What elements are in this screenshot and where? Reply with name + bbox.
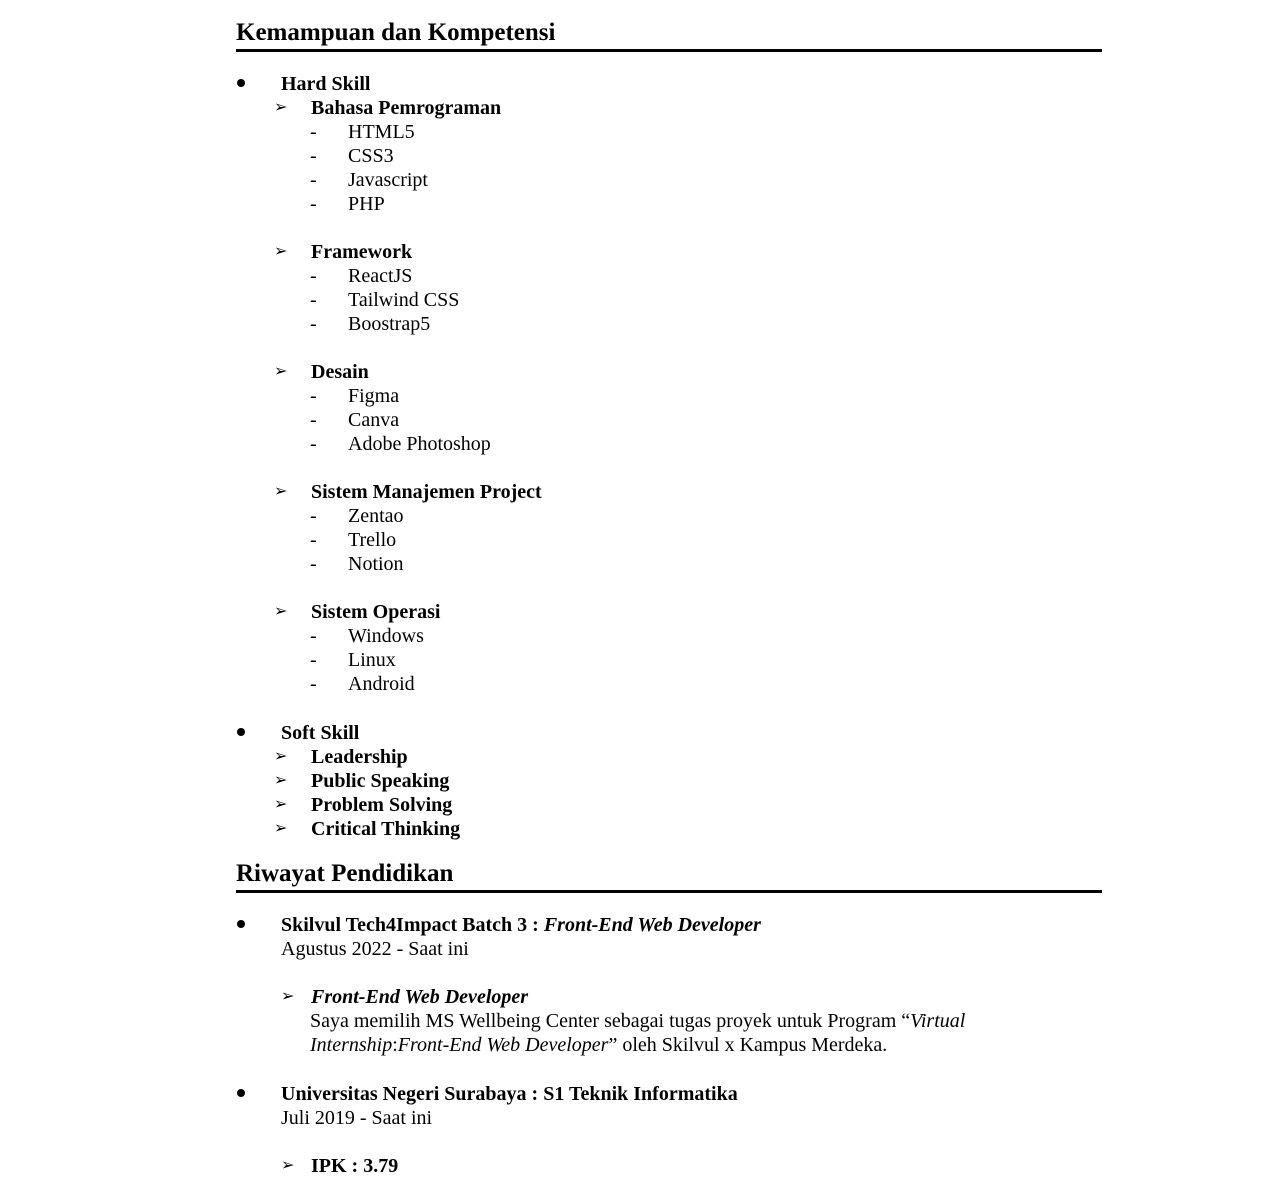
skill-group-framework: ➢ Framework xyxy=(274,241,413,263)
arrow-bullet-icon: ➢ xyxy=(281,988,295,1005)
list-item: - HTML5 xyxy=(310,121,415,143)
dash-icon: - xyxy=(310,649,317,671)
skill-group-project-management: ➢ Sistem Manajemen Project xyxy=(274,481,542,503)
dash-icon: - xyxy=(310,385,317,407)
dash-icon: - xyxy=(310,169,317,191)
arrow-bullet-icon: ➢ xyxy=(274,796,288,813)
list-item: - Windows xyxy=(310,625,424,647)
skill-group-operating-system: ➢ Sistem Operasi xyxy=(274,601,441,623)
education-detail-text: Internship:Front-End Web Developer” oleh Skilvul x Kampus Merdeka. xyxy=(310,1034,888,1056)
soft-skill-item: ➢ Problem Solving xyxy=(274,794,453,816)
arrow-bullet-icon: ➢ xyxy=(274,243,288,260)
list-item: - Figma xyxy=(310,385,400,407)
dash-icon: - xyxy=(310,145,317,167)
list-item: - Android xyxy=(310,673,415,695)
dash-icon: - xyxy=(310,409,317,431)
dash-icon: - xyxy=(310,289,317,311)
list-item: - Canva xyxy=(310,409,400,431)
list-item: - ReactJS xyxy=(310,265,413,287)
dash-icon: - xyxy=(310,313,317,335)
arrow-bullet-icon: ➢ xyxy=(274,772,288,789)
section-title-skills: Kemampuan dan Kompetensi xyxy=(236,0,1102,52)
list-item: - Tailwind CSS xyxy=(310,289,460,311)
list-item: - Adobe Photoshop xyxy=(310,433,491,455)
education-entry-skilvul: Skilvul Tech4Impact Batch 3 : Front-End Web Developer xyxy=(236,913,1102,937)
education-period: Juli 2019 - Saat ini xyxy=(281,1107,433,1129)
soft-skill-item: ➢ Public Speaking xyxy=(274,770,450,792)
list-item: - Boostrap5 xyxy=(310,313,431,335)
soft-skill-heading: Soft Skill xyxy=(236,721,1102,745)
dash-icon: - xyxy=(310,193,317,215)
education-detail-text: Saya memilih MS Wellbeing Center sebagai tugas proyek untuk Program “Virtual xyxy=(310,1010,966,1032)
list-item: - Zentao xyxy=(310,505,404,527)
bullet-icon xyxy=(236,1082,246,1106)
arrow-bullet-icon: ➢ xyxy=(274,820,288,837)
dash-icon: - xyxy=(310,265,317,287)
list-item: - PHP xyxy=(310,193,385,215)
dash-icon: - xyxy=(310,433,317,455)
education-detail-title: ➢ Front-End Web Developer xyxy=(281,986,529,1008)
list-item: - Linux xyxy=(310,649,396,671)
dash-icon: - xyxy=(310,529,317,551)
arrow-bullet-icon: ➢ xyxy=(274,483,288,500)
arrow-bullet-icon: ➢ xyxy=(274,99,288,116)
dash-icon: - xyxy=(310,673,317,695)
resume-page xyxy=(236,0,1102,1178)
bullet-icon xyxy=(236,72,246,96)
arrow-bullet-icon: ➢ xyxy=(274,603,288,620)
dash-icon: - xyxy=(310,553,317,575)
dash-icon: - xyxy=(310,121,317,143)
list-item: - CSS3 xyxy=(310,145,394,167)
arrow-bullet-icon: ➢ xyxy=(281,1157,295,1174)
arrow-bullet-icon: ➢ xyxy=(274,748,288,765)
list-item: - Javascript xyxy=(310,169,428,191)
section-title-education: Riwayat Pendidikan xyxy=(236,859,1102,893)
soft-skill-item: ➢ Critical Thinking xyxy=(274,818,461,840)
arrow-bullet-icon: ➢ xyxy=(274,363,288,380)
list-item: - Notion xyxy=(310,553,404,575)
dash-icon: - xyxy=(310,505,317,527)
hard-skill-heading: Hard Skill xyxy=(236,72,1102,96)
education-gpa: ➢ IPK : 3.79 xyxy=(281,1155,399,1177)
dash-icon: - xyxy=(310,625,317,647)
list-item: - Trello xyxy=(310,529,397,551)
soft-skill-item: ➢ Leadership xyxy=(274,746,408,768)
bullet-icon xyxy=(236,913,246,937)
skill-group-design: ➢ Desain xyxy=(274,361,369,383)
bullet-icon xyxy=(236,721,246,745)
skill-group-programming: ➢ Bahasa Pemrograman xyxy=(274,97,502,119)
education-period: Agustus 2022 - Saat ini xyxy=(281,938,469,960)
education-entry-unesa: Universitas Negeri Surabaya : S1 Teknik Informatika xyxy=(236,1082,1102,1106)
